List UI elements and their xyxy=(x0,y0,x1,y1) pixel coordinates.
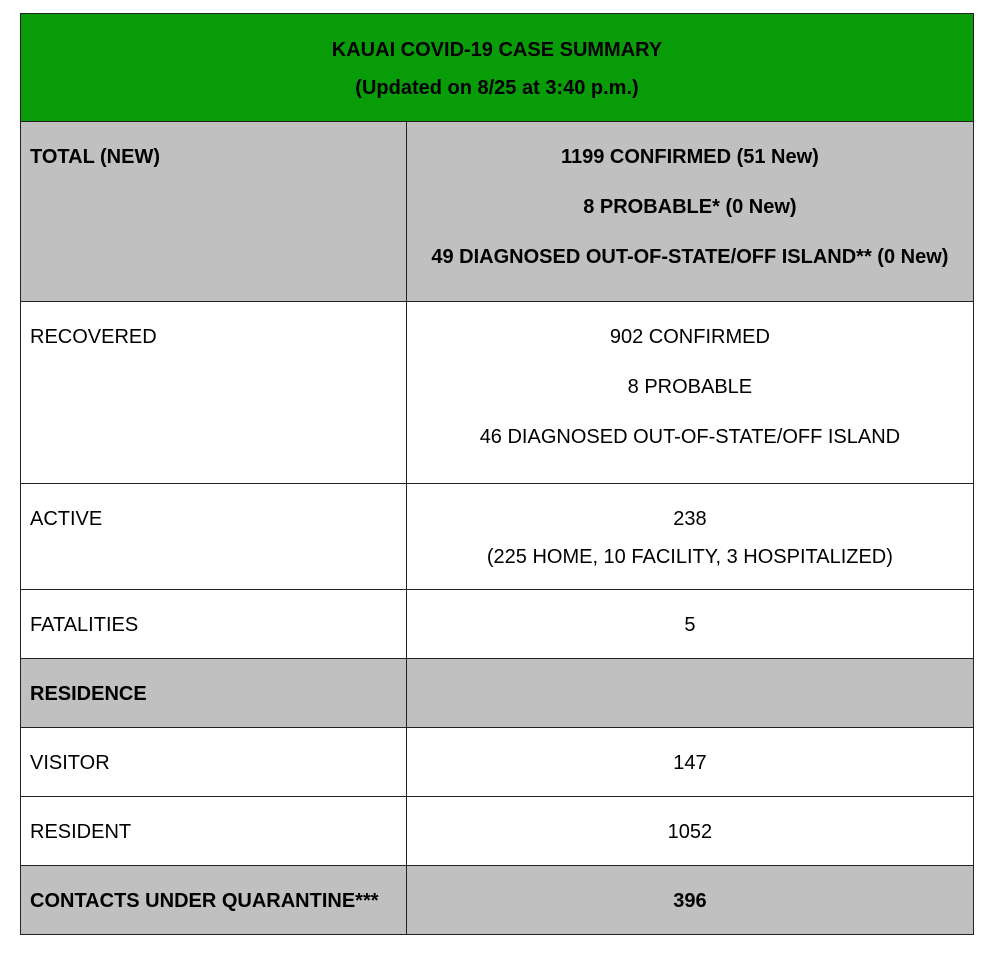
total-confirmed: 1199 CONFIRMED (51 New) xyxy=(560,146,819,168)
recovered-out-of-state: 46 DIAGNOSED OUT-OF-STATE/OFF ISLAND xyxy=(479,426,901,448)
row-label-contacts: CONTACTS UNDER QUARANTINE*** xyxy=(21,866,407,935)
recovered-probable: 8 PROBABLE xyxy=(627,376,753,398)
total-probable: 8 PROBABLE* (0 New) xyxy=(583,196,797,218)
updated-timestamp: (Updated on 8/25 at 3:40 p.m.) xyxy=(355,77,639,99)
recovered-confirmed: 902 CONFIRMED xyxy=(609,326,770,348)
table-row-active xyxy=(21,484,974,590)
row-label-active: ACTIVE xyxy=(21,484,407,590)
row-label-total: TOTAL (NEW) xyxy=(21,122,407,302)
row-label-resident: RESIDENT xyxy=(21,797,407,866)
row-value-visitor: 147 xyxy=(406,728,973,797)
table-row-total xyxy=(21,122,974,302)
active-count: 238 xyxy=(673,508,707,530)
table-row-residence xyxy=(21,659,974,728)
row-label-recovered: RECOVERED xyxy=(21,302,407,484)
table-row-contacts xyxy=(21,866,974,935)
row-label-fatalities: FATALITIES xyxy=(21,590,407,659)
table-title: KAUAI COVID-19 CASE SUMMARY xyxy=(331,39,663,61)
row-value-total xyxy=(406,122,973,302)
row-value-residence xyxy=(406,659,973,728)
active-breakdown: (225 HOME, 10 FACILITY, 3 HOSPITALIZED) xyxy=(486,546,893,568)
table-row-recovered xyxy=(21,302,974,484)
table-row-visitor xyxy=(21,728,974,797)
row-value-fatalities: 5 xyxy=(406,590,973,659)
row-value-recovered xyxy=(406,302,973,484)
row-value-contacts: 396 xyxy=(406,866,973,935)
row-label-visitor: VISITOR xyxy=(21,728,407,797)
row-value-active xyxy=(406,484,973,590)
case-summary-table xyxy=(20,13,974,935)
table-header xyxy=(21,14,974,122)
total-out-of-state: 49 DIAGNOSED OUT-OF-STATE/OFF ISLAND** (0 New) xyxy=(431,246,949,268)
header-row xyxy=(21,14,974,122)
table-row-fatalities xyxy=(21,590,974,659)
table-row-resident xyxy=(21,797,974,866)
row-label-residence: RESIDENCE xyxy=(21,659,407,728)
row-value-resident: 1052 xyxy=(406,797,973,866)
